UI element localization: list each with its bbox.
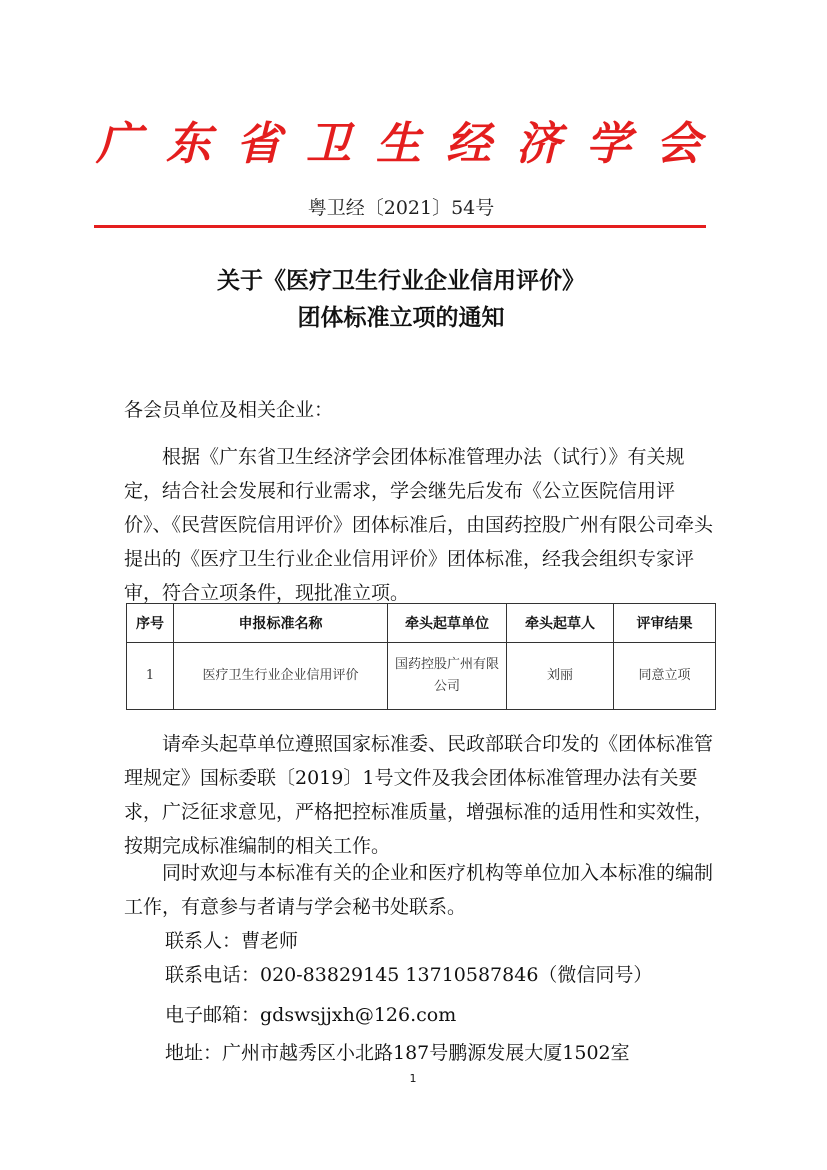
- paragraph-requirements: 请牵头起草单位遵照国家标准委、民政部联合印发的《团体标准管理规定》国标委联〔2019〕1号文件及我会团体标准管理办法有关要求，广泛征求意见，严格把控标准质量，增强标准的适用性和实效性，按期完成标准编制的相关工作。: [124, 733, 714, 857]
- document-number: 粤卫经〔2021〕54号: [307, 197, 495, 219]
- column-header-serial: 序号: [127, 604, 174, 643]
- cell-lead-unit: 国药控股广州有限公司: [388, 643, 507, 710]
- organization-name: 广东省卫生经济学会: [96, 117, 727, 170]
- header-divider: [94, 225, 706, 228]
- column-header-lead-drafter: 牵头起草人: [507, 604, 614, 643]
- column-header-review-result: 评审结果: [614, 604, 716, 643]
- column-header-standard-name: 申报标准名称: [174, 604, 388, 643]
- cell-review-result: 同意立项: [614, 643, 716, 710]
- salutation: 各会员单位及相关企业：: [124, 399, 334, 421]
- contact-person: 联系人：曹老师: [165, 930, 299, 952]
- contact-email: 电子邮箱：gdswsjjxh@126.com: [165, 1004, 457, 1026]
- table-row: [127, 643, 716, 710]
- paragraph-intro: 根据《广东省卫生经济学会团体标准管理办法（试行）》有关规定，结合社会发展和行业需求，学会继先后发布《公立医院信用评价》、《民营医院信用评价》团体标准后，由国药控股广州有限公司牵头提出的《医疗卫生行业企业信用评价》团体标准，经我会组织专家评审，符合立项条件，现批准立项。: [124, 446, 714, 604]
- notice-title-line-1: 关于《医疗卫生行业企业信用评价》: [217, 268, 585, 294]
- contact-address: 地址：广州市越秀区小北路187号鹏源发展大厦1502室: [165, 1042, 630, 1064]
- paragraph-invitation: 同时欢迎与本标准有关的企业和医疗机构等单位加入本标准的编制工作，有意参与者请与学会秘书处联系。: [124, 862, 714, 918]
- notice-title-line-2: 团体标准立项的通知: [297, 305, 505, 331]
- standards-table: [126, 603, 716, 710]
- cell-lead-drafter: 刘丽: [507, 643, 614, 710]
- contact-phone: 联系电话：020-83829145 13710587846（微信同号）: [165, 964, 653, 986]
- table-header-row: [127, 604, 716, 643]
- column-header-lead-unit: 牵头起草单位: [388, 604, 507, 643]
- page-number: 1: [409, 1072, 417, 1085]
- cell-serial: 1: [127, 643, 174, 710]
- cell-standard-name: 医疗卫生行业企业信用评价: [174, 643, 388, 710]
